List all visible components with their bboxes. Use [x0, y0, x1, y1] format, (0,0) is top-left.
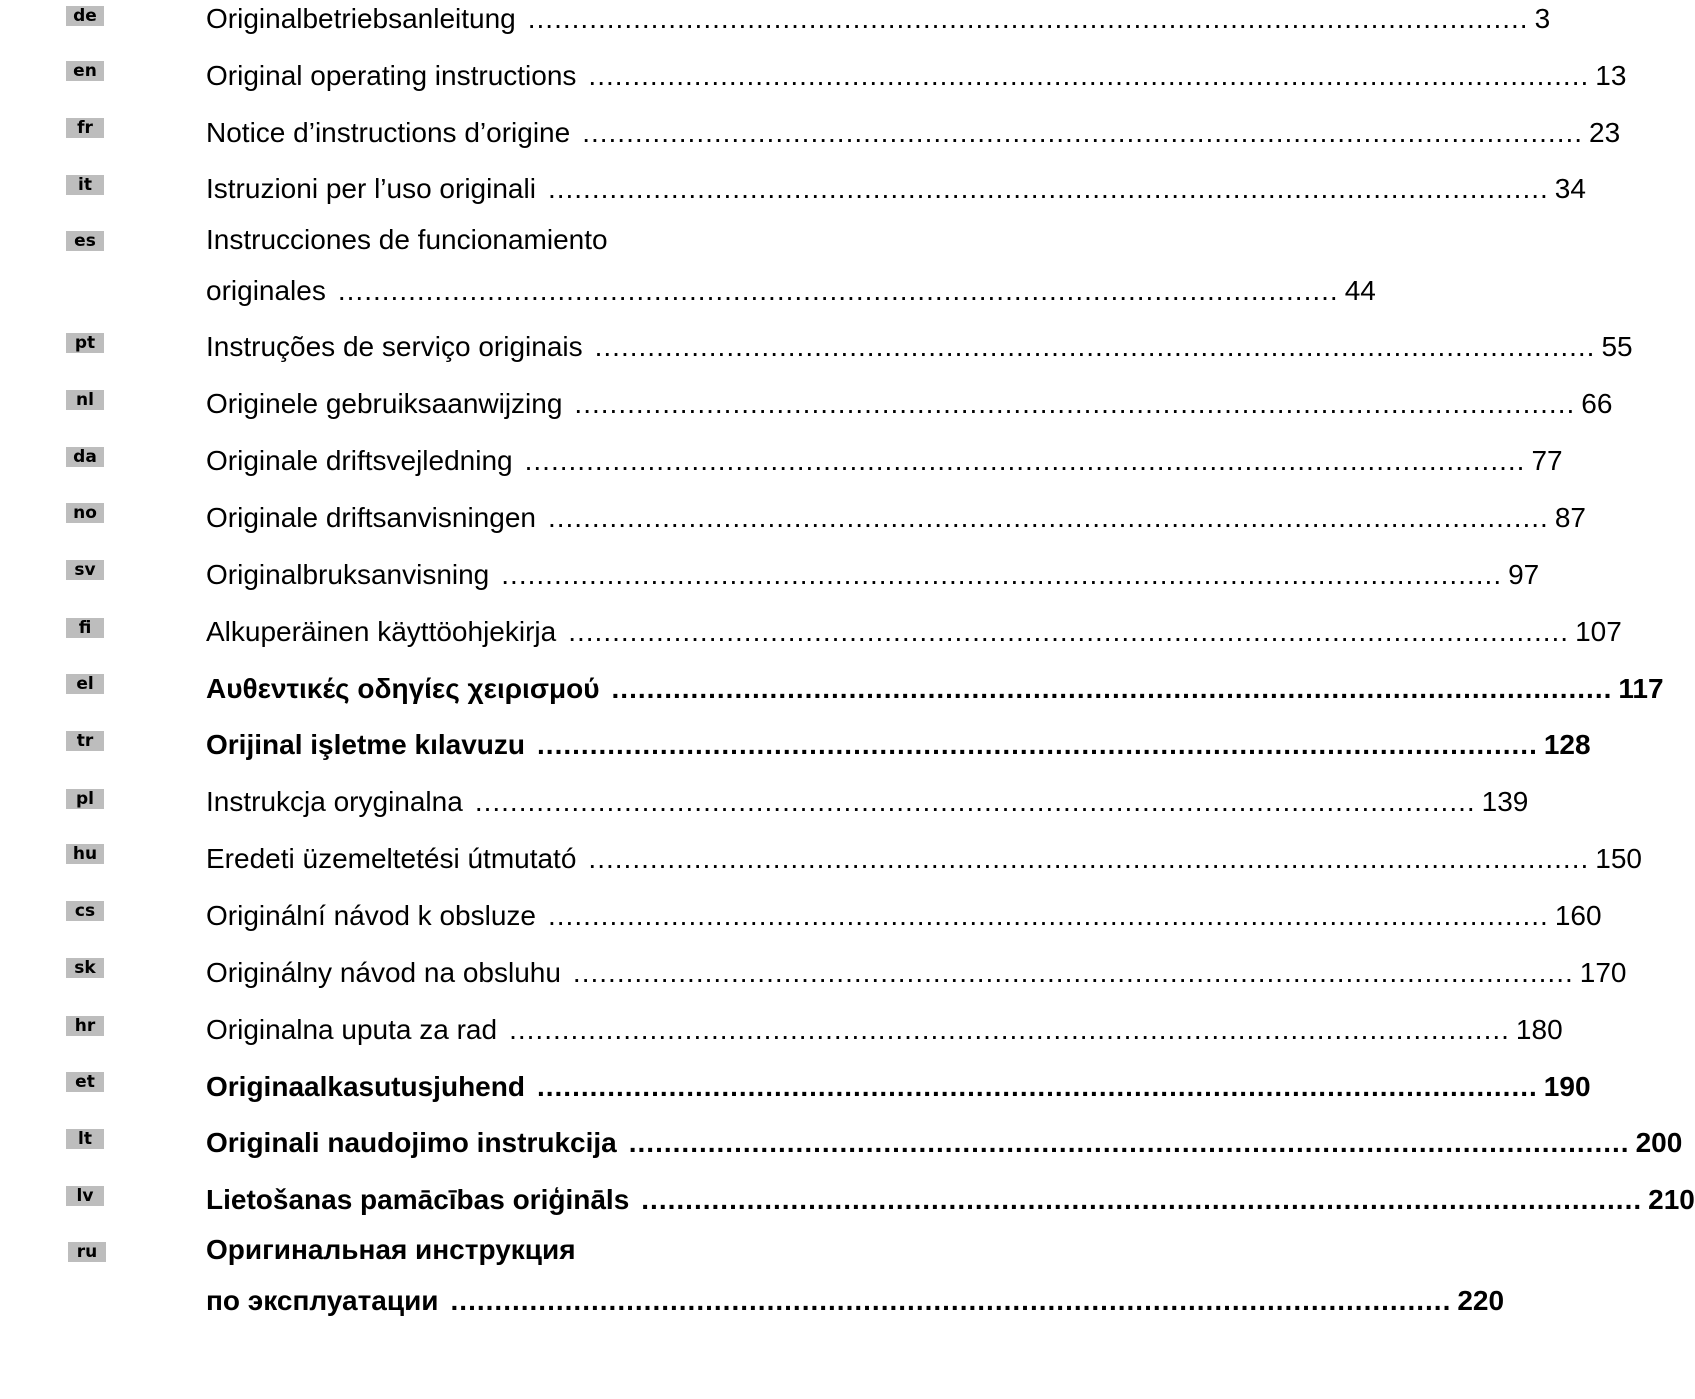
- leader-dots: ..................................................................................................................: [537, 729, 1538, 760]
- leader-dots: ..................................................................................................................: [588, 843, 1590, 874]
- leader-dots: ..................................................................................................................: [509, 1014, 1510, 1045]
- toc-line: [206, 110, 1621, 150]
- page-number: 97: [1508, 559, 1540, 590]
- toc-title: Αυθεντικές οδηγίες χειρισμού: [206, 673, 600, 704]
- toc-title: Lietošanas pamācības oriģināls: [206, 1184, 630, 1215]
- leader-dots: ..................................................................................................................: [572, 957, 1574, 988]
- toc-line: [206, 438, 1563, 478]
- language-badge-es: es: [66, 231, 104, 251]
- toc-line: [206, 53, 1627, 93]
- toc-line: [206, 324, 1633, 364]
- leader-dots: ..................................................................................................................: [527, 3, 1529, 34]
- toc-line: [206, 0, 1551, 36]
- language-badge-cs: cs: [66, 901, 104, 921]
- page-number: 13: [1595, 60, 1627, 91]
- toc-line: [206, 1064, 1591, 1104]
- page-number: 55: [1601, 331, 1633, 362]
- page-number: 34: [1554, 173, 1586, 204]
- toc-line: [206, 1007, 1563, 1047]
- toc-line: [206, 666, 1664, 706]
- language-badge-nl: nl: [66, 390, 104, 410]
- toc-title: Originalbruksanvisning: [206, 559, 490, 590]
- toc-title-line1: Instrucciones de funcionamiento: [206, 224, 608, 255]
- toc-title: Originální návod k obsluze: [206, 900, 536, 931]
- language-badge-pt: pt: [66, 333, 104, 353]
- page-number: 66: [1581, 388, 1613, 419]
- page-number: 3: [1534, 3, 1551, 34]
- page-number: 117: [1618, 673, 1664, 704]
- leader-dots: ..................................................................................................................: [501, 559, 1503, 590]
- leader-dots: ..................................................................................................................: [582, 117, 1584, 148]
- toc-title-line1: Оригинальная инструкция: [206, 1234, 576, 1265]
- language-badge-lv: lv: [66, 1186, 104, 1206]
- leader-dots: ..................................................................................................................: [474, 786, 1476, 817]
- leader-dots: ..................................................................................................................: [588, 60, 1590, 91]
- page-number: 200: [1635, 1127, 1683, 1158]
- toc-title: Originali naudojimo instrukcija: [206, 1127, 617, 1158]
- language-badge-hr: hr: [66, 1016, 104, 1036]
- toc-line: [206, 268, 1376, 308]
- leader-dots: ..................................................................................................................: [547, 173, 1549, 204]
- leader-dots: ..................................................................................................................: [628, 1127, 1630, 1158]
- page-number: 44: [1344, 275, 1376, 306]
- toc-title: originales: [206, 275, 326, 306]
- language-badge-pl: pl: [66, 789, 104, 809]
- language-badge-fr: fr: [66, 118, 104, 138]
- toc-title: Original operating instructions: [206, 60, 577, 91]
- leader-dots: ..................................................................................................................: [574, 388, 1576, 419]
- language-badge-da: da: [66, 447, 104, 467]
- page-number: 170: [1579, 957, 1627, 988]
- language-badge-it: it: [66, 175, 104, 195]
- toc-title: Istruzioni per l’uso originali: [206, 173, 536, 204]
- page-number: 128: [1543, 729, 1591, 760]
- page-number: 23: [1589, 117, 1621, 148]
- toc-title: Originale driftsvejledning: [206, 445, 513, 476]
- toc-title: Originale driftsanvisningen: [206, 502, 536, 533]
- toc-line: [206, 495, 1586, 535]
- language-badge-sv: sv: [66, 560, 104, 580]
- leader-dots: ..................................................................................................................: [450, 1285, 1452, 1316]
- toc-line: [206, 779, 1529, 819]
- toc-title: по эксплуатации: [206, 1285, 439, 1316]
- toc-line-first: [206, 1233, 871, 1273]
- toc-title: Originálny návod na obsluhu: [206, 957, 561, 988]
- language-badge-tr: tr: [66, 731, 104, 751]
- language-badge-lt: lt: [66, 1129, 104, 1149]
- toc-line: [206, 950, 1627, 990]
- toc-line: [206, 1177, 1695, 1217]
- toc-title: Eredeti üzemeltetési útmutató: [206, 843, 577, 874]
- page-number: 210: [1648, 1184, 1695, 1215]
- leader-dots: ..................................................................................................................: [594, 331, 1596, 362]
- page-number: 180: [1515, 1014, 1563, 1045]
- toc-title: Originalbetriebsanleitung: [206, 3, 516, 34]
- language-badge-en: en: [66, 61, 104, 81]
- toc-line: [206, 893, 1602, 933]
- toc-line: [206, 609, 1622, 649]
- language-badge-de: de: [66, 6, 104, 26]
- toc-line: [206, 381, 1613, 421]
- toc-title: Instruções de serviço originais: [206, 331, 583, 362]
- leader-dots: ..................................................................................................................: [568, 616, 1570, 647]
- toc-line: [206, 722, 1591, 762]
- page-number: 107: [1575, 616, 1622, 647]
- leader-dots: ..................................................................................................................: [611, 673, 1613, 704]
- toc-title: Notice d’instructions d’origine: [206, 117, 571, 148]
- page-number: 190: [1543, 1071, 1591, 1102]
- page-number: 87: [1554, 502, 1586, 533]
- page-number: 220: [1457, 1285, 1505, 1316]
- leader-dots: ..................................................................................................................: [524, 445, 1526, 476]
- page-number: 139: [1481, 786, 1529, 817]
- toc-line: [206, 1120, 1683, 1160]
- page-number: 160: [1554, 900, 1602, 931]
- toc-title: Originalna uputa za rad: [206, 1014, 498, 1045]
- toc-line: [206, 166, 1586, 206]
- leader-dots: ..................................................................................................................: [547, 900, 1549, 931]
- toc-line: [206, 836, 1642, 876]
- toc-line: [206, 1278, 1505, 1318]
- toc-title: Instrukcja oryginalna: [206, 786, 463, 817]
- language-badge-no: no: [66, 503, 104, 523]
- leader-dots: ..................................................................................................................: [536, 1071, 1538, 1102]
- language-badge-hu: hu: [66, 844, 104, 864]
- page-number: 77: [1531, 445, 1563, 476]
- language-badge-sk: sk: [66, 958, 104, 978]
- toc-title: Alkuperäinen käyttöohjekirja: [206, 616, 557, 647]
- language-badge-et: et: [66, 1072, 104, 1092]
- leader-dots: ..................................................................................................................: [337, 275, 1339, 306]
- leader-dots: ..................................................................................................................: [547, 502, 1549, 533]
- page-number: 150: [1595, 843, 1642, 874]
- leader-dots: ..................................................................................................................: [641, 1184, 1643, 1215]
- toc-title: Originaalkasutusjuhend: [206, 1071, 525, 1102]
- toc-line: [206, 552, 1540, 592]
- language-badge-el: el: [66, 674, 104, 694]
- toc-title: Orijinal işletme kılavuzu: [206, 729, 526, 760]
- language-badge-fi: fi: [66, 618, 104, 638]
- toc-title: Originele gebruiksaanwijzing: [206, 388, 563, 419]
- language-badge-ru: ru: [68, 1242, 106, 1262]
- toc-line-first: [206, 223, 871, 263]
